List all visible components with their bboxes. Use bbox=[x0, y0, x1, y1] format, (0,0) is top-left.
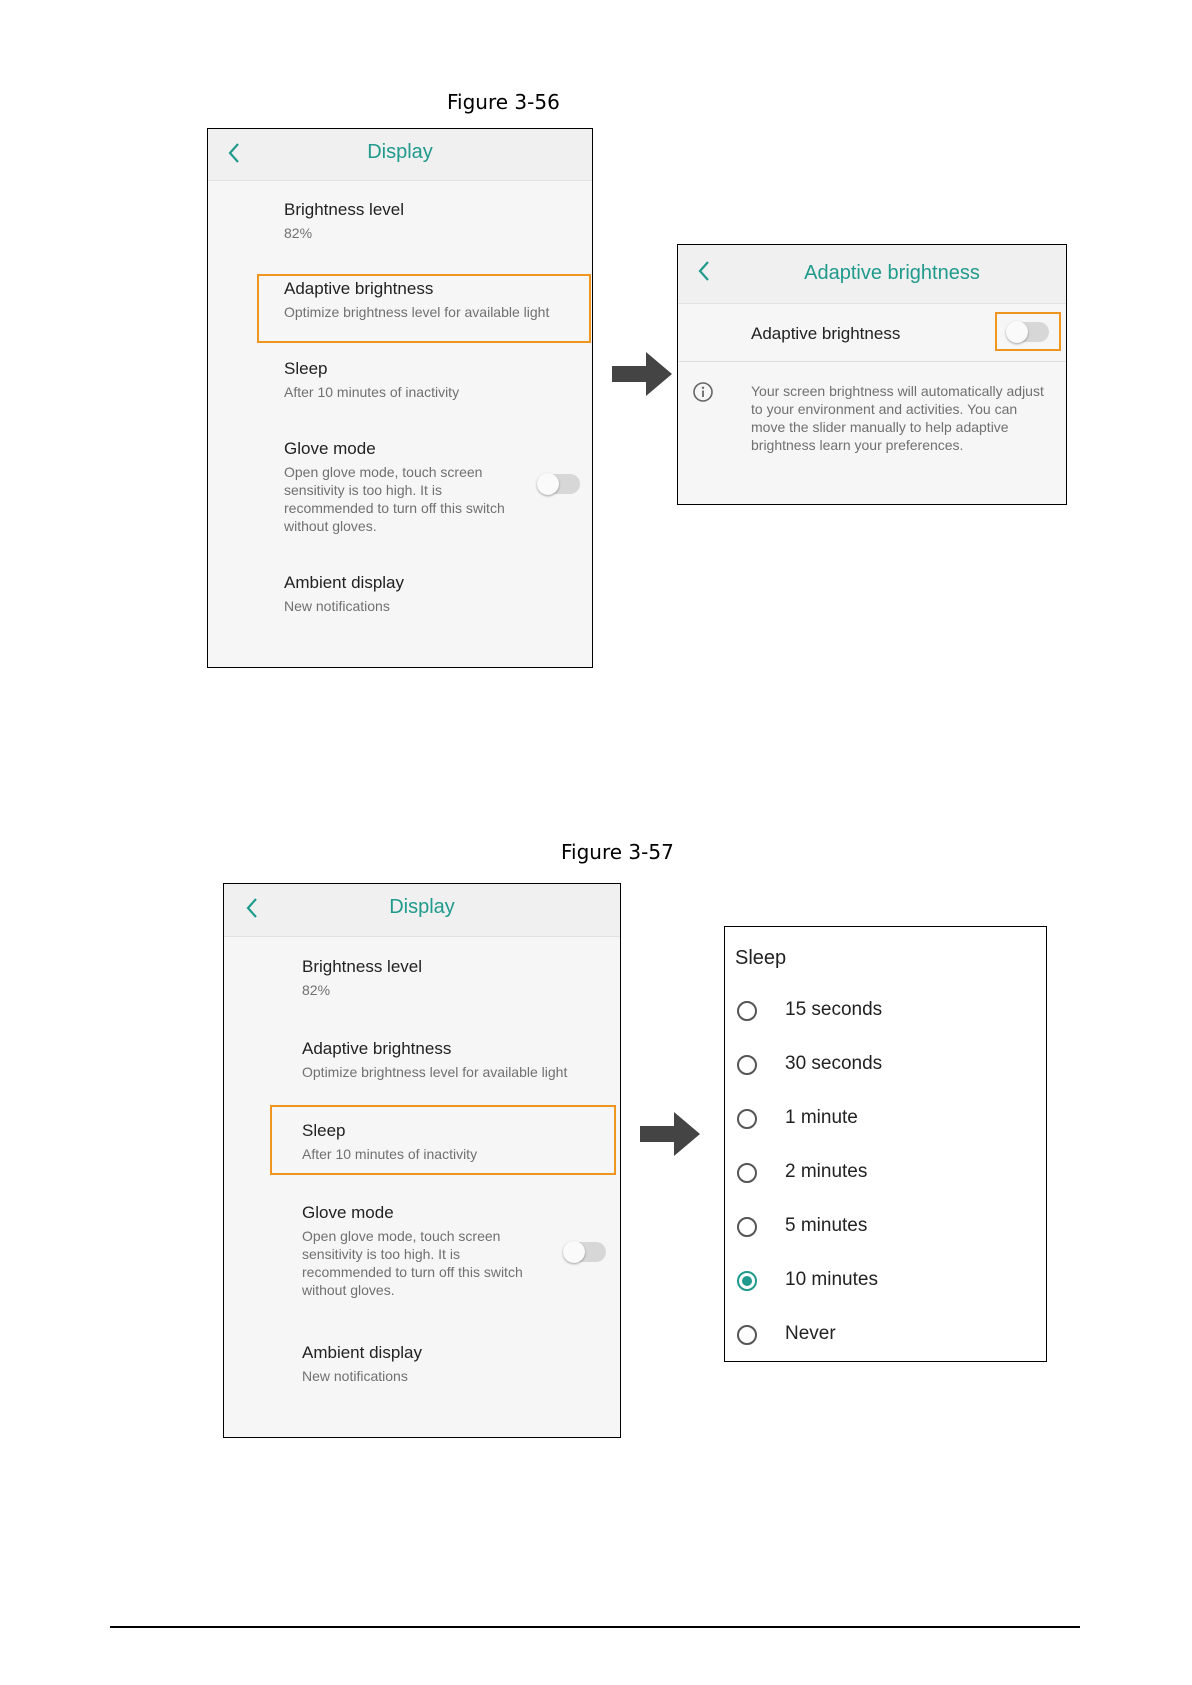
adaptive-brightness-toggle-label: Adaptive brightness bbox=[751, 324, 901, 343]
highlight-box bbox=[995, 312, 1061, 351]
adaptive-brightness-screen bbox=[677, 244, 1067, 505]
radio-button[interactable] bbox=[737, 1163, 757, 1183]
option-label: 2 minutes bbox=[785, 1161, 868, 1182]
app-bar bbox=[208, 129, 592, 181]
ambient-display-title[interactable]: Ambient display bbox=[302, 1343, 423, 1362]
radio-button-selected[interactable] bbox=[737, 1271, 757, 1291]
glove-mode-title[interactable]: Glove mode bbox=[284, 439, 376, 458]
app-bar bbox=[678, 245, 1066, 304]
highlight-box bbox=[257, 274, 591, 343]
sleep-option-never[interactable] bbox=[725, 1315, 1046, 1359]
glove-mode-title[interactable]: Glove mode bbox=[302, 1203, 394, 1222]
sleep-title[interactable]: Sleep bbox=[302, 1121, 346, 1140]
adaptive-brightness-info: Your screen brightness will automatically adjust to your environment and activities. You can move the slider manually to help adaptive brightness learn your preferences. bbox=[751, 383, 1044, 453]
info-icon bbox=[692, 381, 714, 403]
radio-button[interactable] bbox=[737, 1109, 757, 1129]
highlight-box bbox=[270, 1105, 616, 1175]
display-settings-screen bbox=[207, 128, 593, 668]
radio-button[interactable] bbox=[737, 1001, 757, 1021]
brightness-level-value: 82% bbox=[302, 982, 331, 998]
toggle-knob bbox=[537, 473, 559, 495]
glove-mode-toggle[interactable] bbox=[564, 1242, 606, 1262]
sleep-option-1-minute[interactable] bbox=[725, 1099, 1046, 1143]
option-label: Never bbox=[785, 1323, 836, 1344]
sleep-option-5-minutes[interactable] bbox=[725, 1207, 1046, 1251]
display-settings-screen bbox=[223, 883, 621, 1438]
sleep-dialog bbox=[724, 926, 1047, 1362]
ambient-display-title[interactable]: Ambient display bbox=[284, 573, 405, 592]
right-arrow-icon bbox=[640, 1110, 702, 1158]
sleep-title[interactable]: Sleep bbox=[284, 359, 328, 378]
right-arrow-icon bbox=[612, 350, 674, 398]
brightness-level-title[interactable]: Brightness level bbox=[302, 957, 423, 976]
brightness-level-value: 82% bbox=[284, 225, 313, 241]
sleep-subtitle: After 10 minutes of inactivity bbox=[302, 1146, 478, 1162]
page-title: Adaptive brightness bbox=[804, 262, 980, 284]
glove-mode-subtitle: Open glove mode, touch screen sensitivity is too high. It is recommended to turn off this switch without gloves. bbox=[284, 464, 505, 534]
ambient-display-subtitle: New notifications bbox=[284, 598, 390, 614]
back-arrow-icon[interactable] bbox=[696, 259, 712, 283]
radio-button[interactable] bbox=[737, 1217, 757, 1237]
sleep-option-15-seconds[interactable] bbox=[725, 991, 1046, 1035]
ambient-display-subtitle: New notifications bbox=[302, 1368, 408, 1384]
app-bar bbox=[224, 884, 620, 937]
adaptive-brightness-subtitle: Optimize brightness level for available light bbox=[284, 304, 550, 320]
option-label: 10 minutes bbox=[785, 1269, 878, 1290]
option-label: 1 minute bbox=[785, 1107, 858, 1128]
page-title: Display bbox=[367, 141, 433, 163]
toggle-knob bbox=[563, 1241, 585, 1263]
brightness-level-title[interactable]: Brightness level bbox=[284, 200, 405, 219]
footer-rule bbox=[110, 1626, 1080, 1628]
dialog-title: Sleep bbox=[735, 947, 787, 969]
option-label: 15 seconds bbox=[785, 999, 883, 1020]
option-label: 5 minutes bbox=[785, 1215, 868, 1236]
glove-mode-subtitle: Open glove mode, touch screen sensitivity is too high. It is recommended to turn off this switch without gloves. bbox=[302, 1228, 523, 1298]
sleep-subtitle: After 10 minutes of inactivity bbox=[284, 384, 460, 400]
adaptive-brightness-subtitle: Optimize brightness level for available light bbox=[302, 1064, 568, 1080]
sleep-option-10-minutes[interactable] bbox=[725, 1261, 1046, 1305]
page-title: Display bbox=[389, 896, 455, 918]
figure-caption: Figure 3-56 bbox=[447, 90, 560, 114]
option-label: 30 seconds bbox=[785, 1053, 883, 1074]
radio-button[interactable] bbox=[737, 1325, 757, 1345]
glove-mode-toggle[interactable] bbox=[538, 474, 580, 494]
divider bbox=[678, 361, 1066, 362]
radio-button[interactable] bbox=[737, 1055, 757, 1075]
adaptive-brightness-title[interactable]: Adaptive brightness bbox=[302, 1039, 452, 1058]
figure-caption: Figure 3-57 bbox=[561, 840, 674, 864]
sleep-option-30-seconds[interactable] bbox=[725, 1045, 1046, 1089]
sleep-option-2-minutes[interactable] bbox=[725, 1153, 1046, 1197]
adaptive-brightness-title[interactable]: Adaptive brightness bbox=[284, 279, 434, 298]
